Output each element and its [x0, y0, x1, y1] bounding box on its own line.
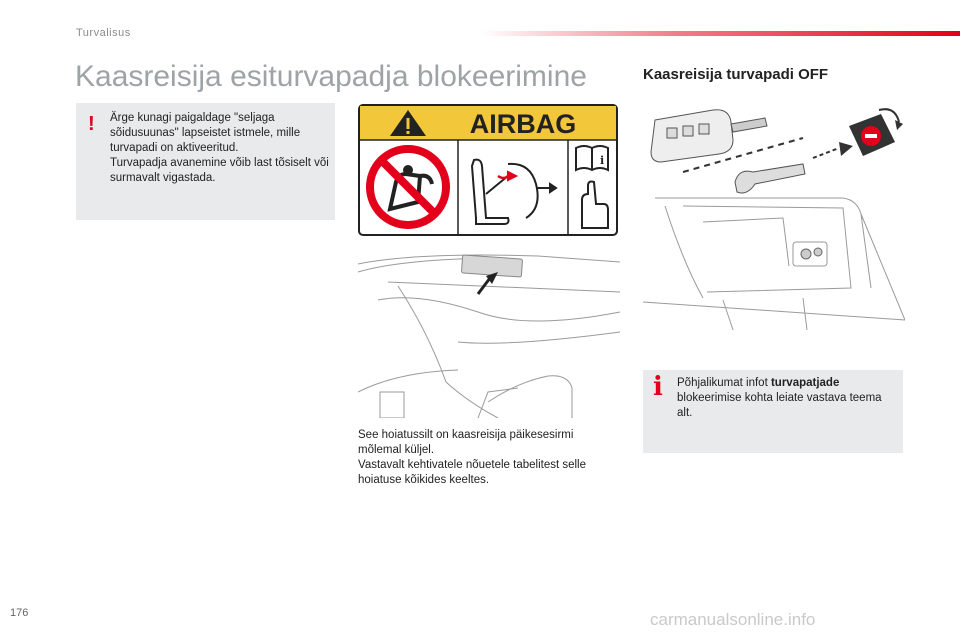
svg-text:i: i — [600, 154, 605, 167]
warning-icon: ! — [88, 113, 95, 135]
airbag-label-text: AIRBAG — [469, 109, 577, 139]
visor-label-highlight — [461, 255, 522, 277]
glovebox-switch-icon — [801, 248, 822, 259]
info-icon: i — [653, 372, 663, 402]
warning-box — [76, 103, 335, 220]
page-number: 176 — [10, 607, 29, 619]
warning-paragraph-2: Turvapadja avanemine võib last tõsiselt või surmavalt vigastada. — [110, 157, 329, 184]
insert-arrow-icon — [839, 142, 853, 156]
info-text-bold: turvapatjade — [770, 377, 840, 389]
visor-caption — [358, 428, 620, 488]
warning-text — [110, 111, 330, 186]
no-child-seat-icon — [370, 149, 446, 225]
caption-line-2: Vastavalt kehtivatele nõuetele tabelitest selle hoiatuse kõikides keeltes. — [358, 459, 587, 486]
airbag-warning-label — [358, 104, 618, 236]
info-text — [677, 376, 892, 421]
airbag-off-switch-icon — [849, 114, 895, 156]
caption-line-1: See hoiatussilt on kaasreisija päikesesirmi mõlemal küljel. — [358, 429, 574, 456]
key-blade-icon — [735, 164, 805, 193]
info-text-end: blokeerimise kohta leiate vastava teema alt. — [677, 392, 882, 419]
info-box — [643, 370, 903, 453]
sun-visor-illustration — [358, 252, 620, 418]
watermark: carmanualsonline.info — [650, 610, 816, 629]
section-header-bar — [480, 31, 960, 36]
warning-paragraph-1: Ärge kunagi paigaldage "seljaga sõidusuunas" lapseistet istmele, mille turvapadi on aktiveeritud. — [110, 112, 301, 154]
section-label: Turvalisus — [76, 27, 131, 39]
info-text-start: Põhjalikumat infot — [677, 377, 771, 389]
section-subtitle: Kaasreisija turvapadi OFF — [643, 66, 829, 83]
page-title: Kaasreisija esiturvapadja blokeerimine — [75, 60, 587, 93]
key-switch-illustration — [643, 102, 905, 330]
